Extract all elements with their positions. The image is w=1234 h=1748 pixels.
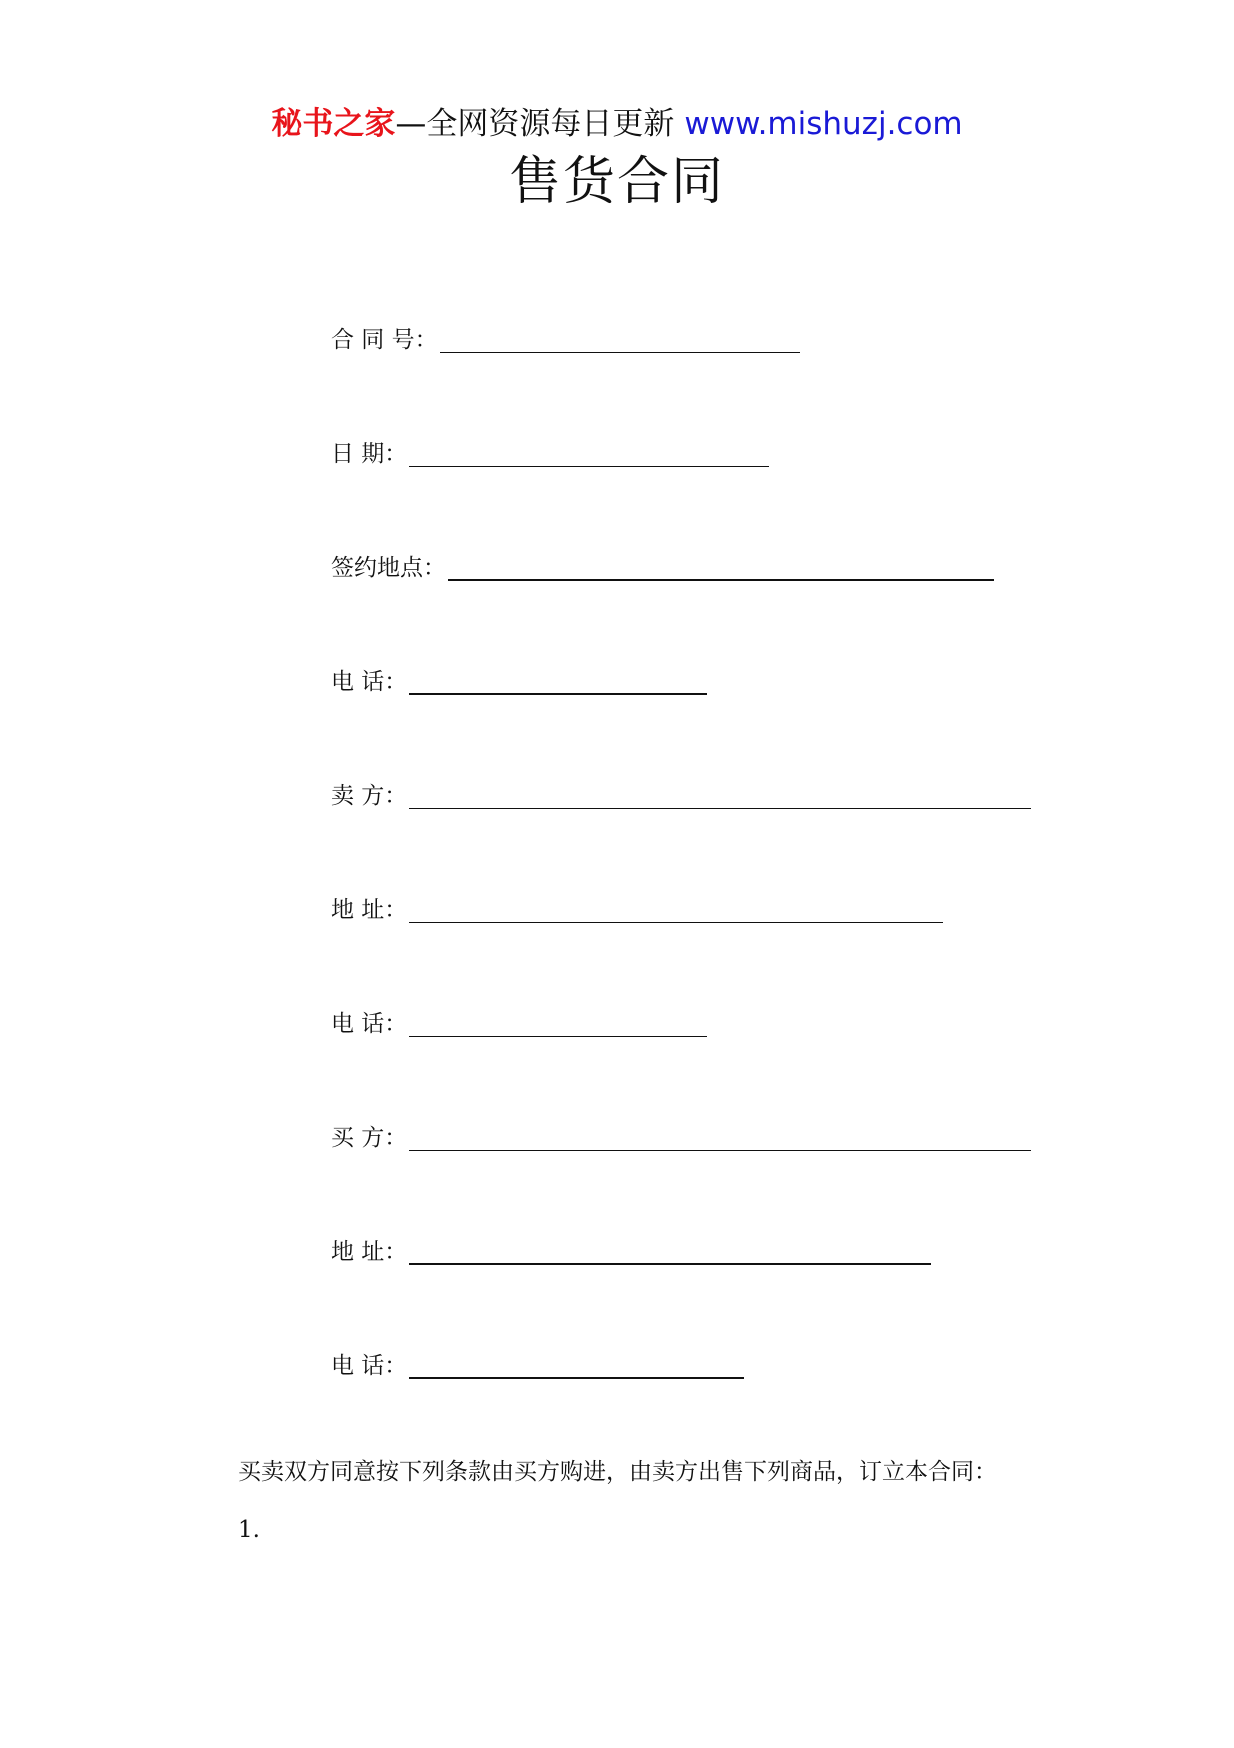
field-line-buyer-address[interactable] [409,1263,931,1265]
field-line-seller-address[interactable] [409,922,943,923]
field-line-contract-number[interactable] [440,352,800,353]
field-line-date[interactable] [409,466,769,467]
field-label-buyer-address: 地 址： [331,1239,408,1265]
field-label-signing-place: 签约地点： [331,555,446,581]
field-date [331,429,769,469]
site-banner [0,104,1234,144]
field-label-phone-2: 电 话： [331,1011,408,1037]
field-signing-place [331,543,994,583]
field-line-signing-place[interactable] [448,579,994,581]
field-line-phone-1[interactable] [409,693,707,695]
field-buyer-address [331,1227,931,1267]
field-contract-number [331,315,800,355]
field-seller-address [331,885,943,925]
field-label-phone-3: 电 话： [331,1353,408,1379]
field-phone-2 [331,999,707,1039]
banner-tagline: —全网资源每日更新 [395,106,675,142]
field-line-seller[interactable] [409,808,1031,809]
field-label-seller-address: 地 址： [331,897,408,923]
document-title: 售货合同 [508,152,725,212]
field-label-phone-1: 电 话： [331,669,408,695]
field-label-buyer: 买 方： [331,1125,408,1151]
field-line-buyer[interactable] [409,1150,1031,1151]
banner-brand: 秘书之家 [271,106,396,142]
field-label-date: 日 期： [331,441,408,467]
contract-intro-text: 买卖双方同意按下列条款由买方购进，由卖方出售下列商品，订立本合同： [238,1459,997,1485]
field-line-phone-3[interactable] [409,1377,744,1379]
field-phone-1 [331,657,707,697]
field-label-seller: 卖 方： [331,783,408,809]
field-phone-3 [331,1341,744,1381]
banner-url[interactable]: www.mishuzj.com [684,106,963,142]
field-line-phone-2[interactable] [409,1036,707,1037]
field-seller [331,771,1031,811]
field-label-contract-number: 合 同 号： [331,327,438,353]
field-buyer [331,1113,1031,1153]
clause-number-1: 1. [238,1517,260,1543]
